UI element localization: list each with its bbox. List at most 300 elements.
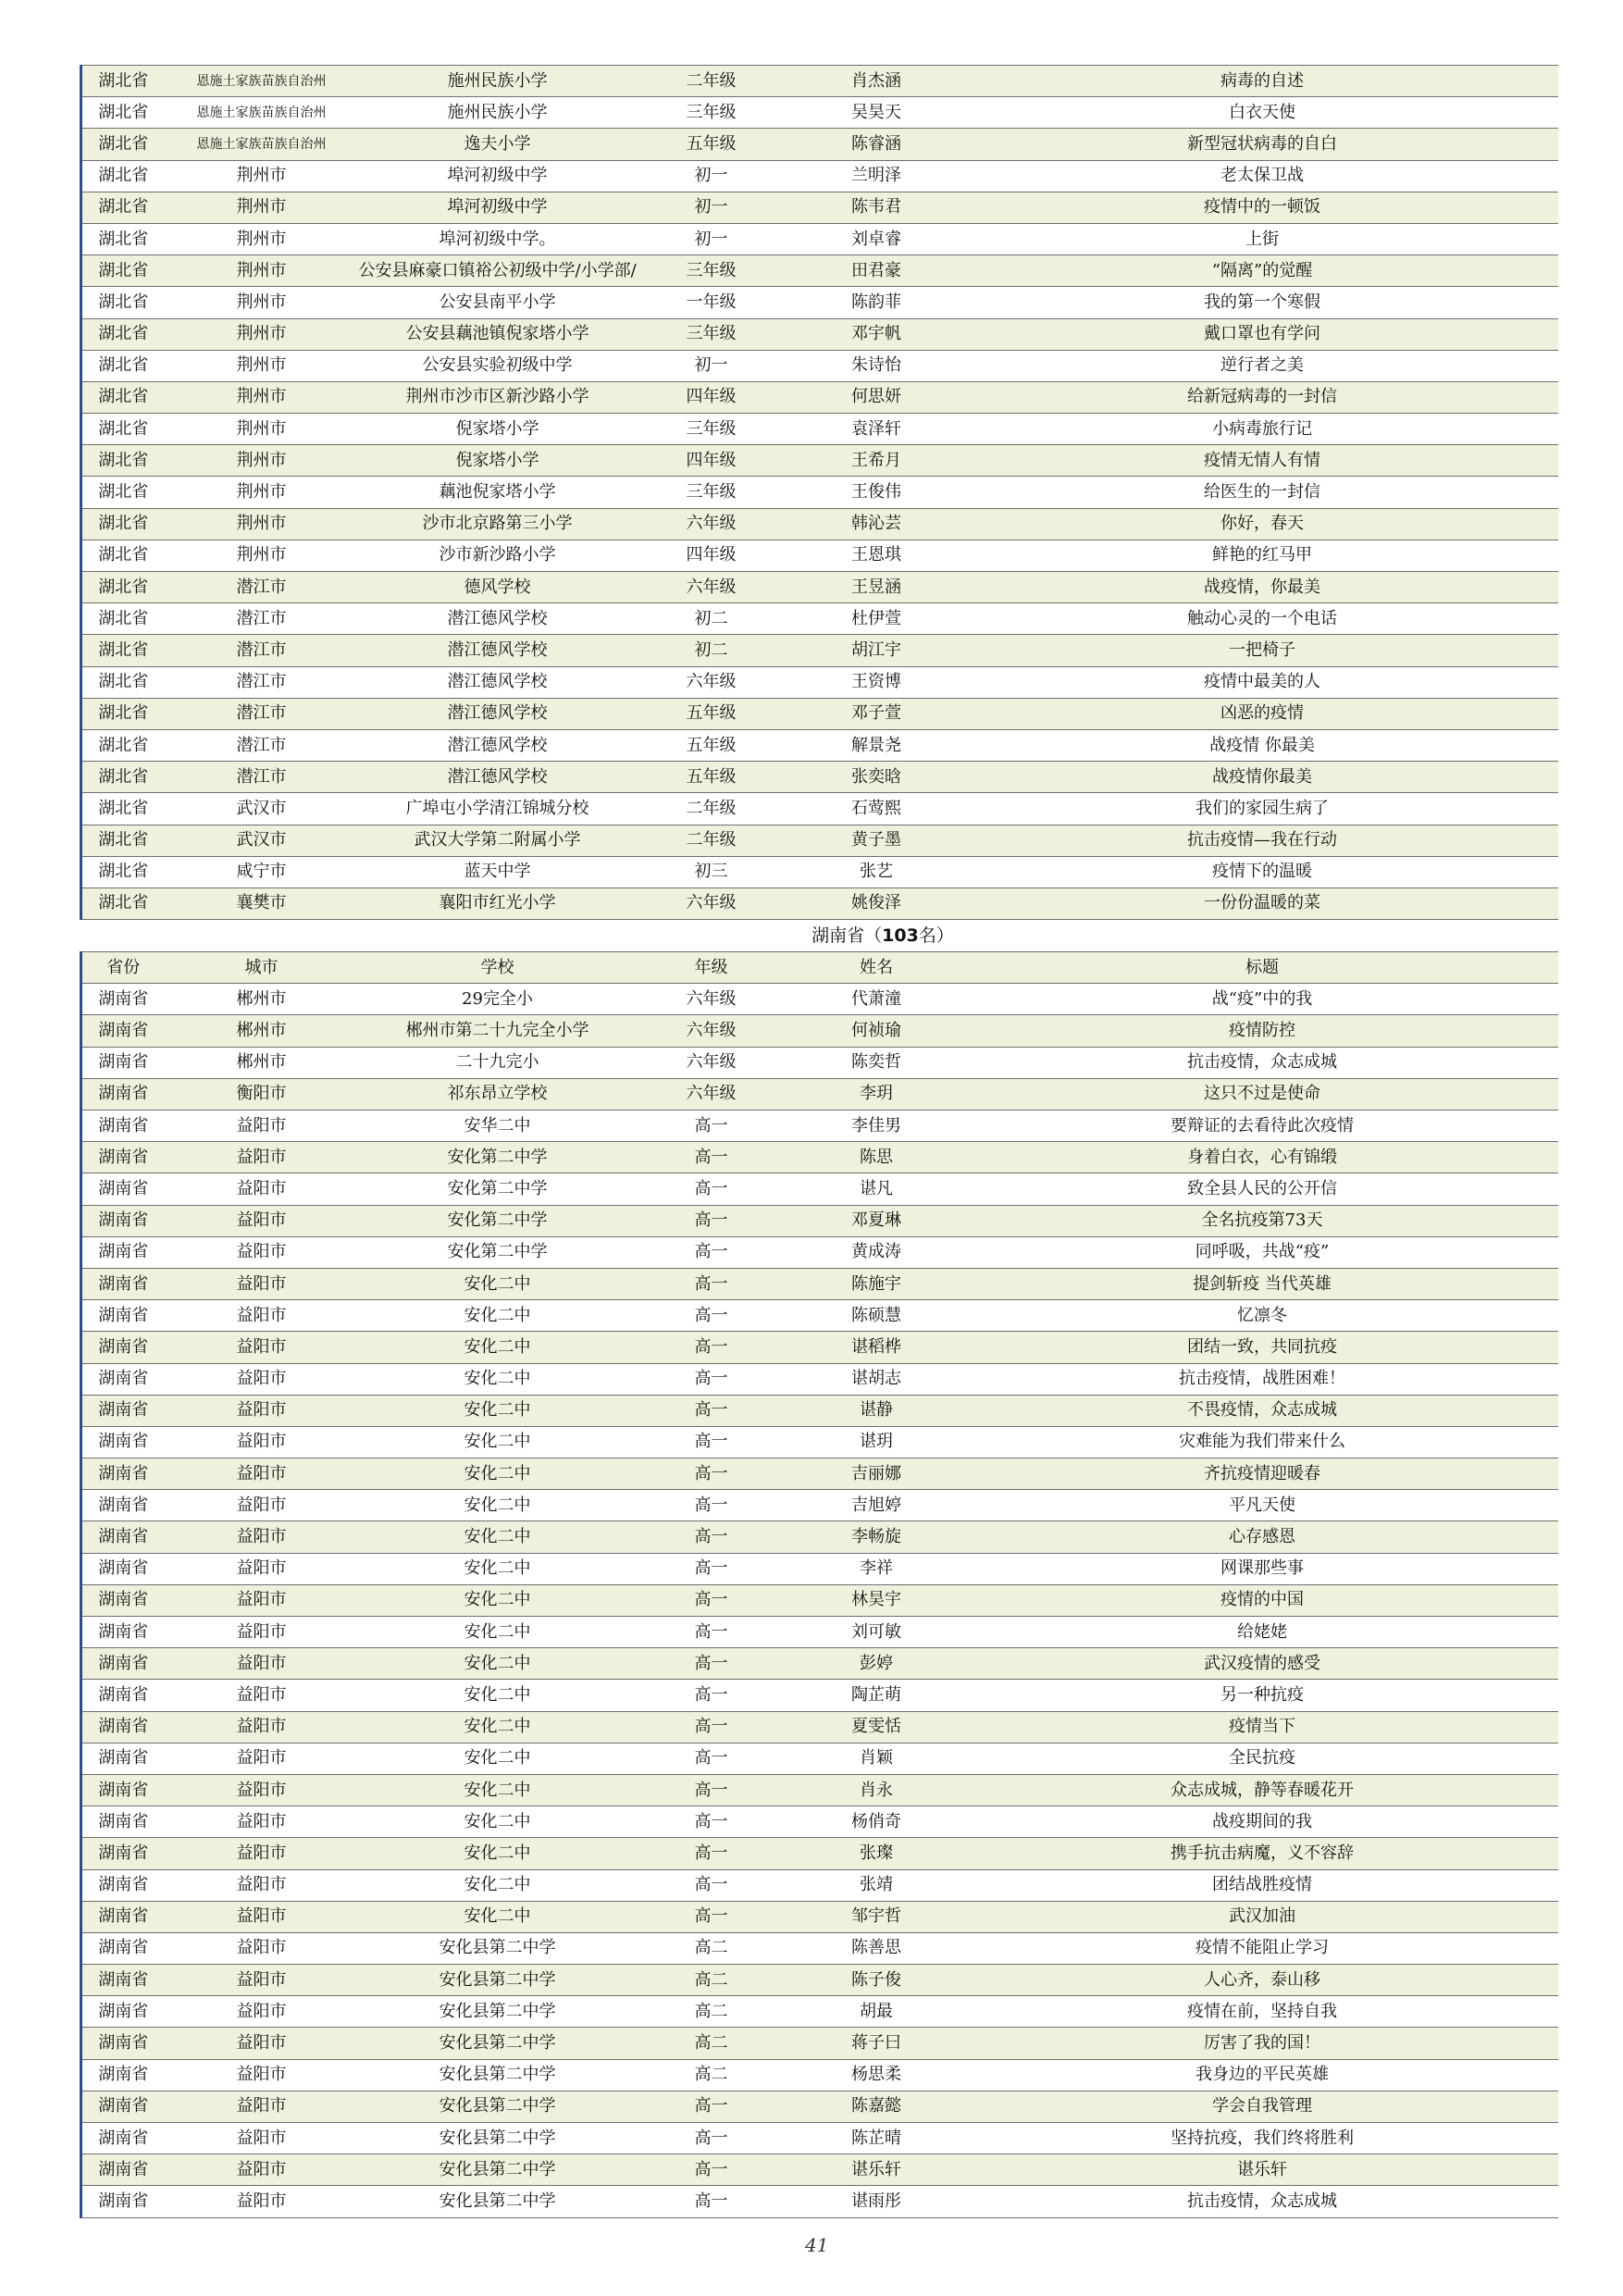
cell-grade: 高一 (637, 1395, 787, 1426)
cell-student-name: 陈奕哲 (787, 1047, 967, 1078)
cell-province: 湖北省 (81, 445, 165, 477)
cell-essay-title: 病毒的自述 (967, 66, 1558, 97)
cell-school: 安化二中 (359, 1617, 637, 1648)
table-row (81, 1774, 1558, 1806)
table-row (81, 1806, 1558, 1838)
cell-school: 公安县南平小学 (359, 287, 637, 318)
cell-school: 武汉大学第二附属小学 (359, 825, 637, 856)
cell-city: 恩施土家族苗族自治州 (165, 66, 359, 97)
cell-student-name: 杨俏奇 (787, 1806, 967, 1838)
cell-essay-title: 学会自我管理 (967, 2091, 1558, 2122)
cell-city: 益阳市 (165, 1268, 359, 1299)
cell-school: 安化二中 (359, 1395, 637, 1426)
cell-city: 益阳市 (165, 1521, 359, 1553)
cell-grade: 三年级 (637, 414, 787, 445)
cell-grade: 四年级 (637, 381, 787, 413)
cell-grade: 高一 (637, 1300, 787, 1332)
table-row (81, 540, 1558, 571)
cell-grade: 初一 (637, 160, 787, 192)
cell-province: 湖北省 (81, 318, 165, 350)
cell-student-name: 邓子萱 (787, 698, 967, 729)
table-row (81, 1458, 1558, 1490)
cell-essay-title: 致全县人民的公开信 (967, 1173, 1558, 1205)
cell-essay-title: 触动心灵的一个电话 (967, 603, 1558, 635)
cell-city: 荆州市 (165, 414, 359, 445)
cell-province: 湖南省 (81, 2186, 165, 2217)
cell-essay-title: 新型冠状病毒的自白 (967, 129, 1558, 160)
cell-province: 湖南省 (81, 1774, 165, 1806)
cell-essay-title: 疫情中最美的人 (967, 666, 1558, 698)
cell-province: 湖南省 (81, 1078, 165, 1110)
cell-city: 益阳市 (165, 1743, 359, 1774)
table-row (81, 1300, 1558, 1332)
cell-school: 安化二中 (359, 1806, 637, 1838)
table-row (81, 666, 1558, 698)
cell-essay-title: 不畏疫情，众志成城 (967, 1395, 1558, 1426)
cell-student-name: 邹宇哲 (787, 1901, 967, 1932)
cell-grade: 五年级 (637, 129, 787, 160)
cell-student-name: 刘卓睿 (787, 223, 967, 254)
table-row (81, 1680, 1558, 1711)
cell-student-name: 姚俊泽 (787, 887, 967, 919)
cell-city: 荆州市 (165, 477, 359, 508)
cell-student-name: 陈嘉懿 (787, 2091, 967, 2122)
cell-grade: 三年级 (637, 477, 787, 508)
table-row (81, 698, 1558, 729)
cell-essay-title: 战“疫”中的我 (967, 984, 1558, 1015)
cell-province: 湖南省 (81, 1711, 165, 1743)
cell-school: 潜江德风学校 (359, 762, 637, 793)
table-row (81, 192, 1558, 223)
cell-province: 湖南省 (81, 1490, 165, 1521)
cell-essay-title: 一份份温暖的菜 (967, 887, 1558, 919)
cell-city: 益阳市 (165, 1142, 359, 1173)
cell-grade: 高一 (637, 1173, 787, 1205)
cell-province: 湖南省 (81, 2091, 165, 2122)
cell-grade: 初一 (637, 350, 787, 381)
cell-school: 安化二中 (359, 1648, 637, 1680)
cell-province: 湖南省 (81, 2059, 165, 2091)
table-row (81, 1584, 1558, 1616)
cell-city: 益阳市 (165, 2028, 359, 2059)
cell-grade: 一年级 (637, 287, 787, 318)
cell-student-name: 代萧潼 (787, 984, 967, 1015)
cell-school: 广埠屯小学清江锦城分校 (359, 793, 637, 825)
cell-student-name: 吉旭婷 (787, 1490, 967, 1521)
cell-student-name: 陈善思 (787, 1932, 967, 1964)
table-row (81, 1553, 1558, 1584)
cell-student-name: 陈韦君 (787, 192, 967, 223)
cell-grade: 高一 (637, 2091, 787, 2122)
cell-province: 湖南省 (81, 1111, 165, 1142)
cell-school: 埠河初级中学 (359, 192, 637, 223)
cell-student-name: 谌雨彤 (787, 2186, 967, 2217)
cell-student-name: 黄子墨 (787, 825, 967, 856)
cell-essay-title: 平凡天使 (967, 1490, 1558, 1521)
cell-school: 郴州市第二十九完全小学 (359, 1015, 637, 1047)
table-row (81, 762, 1558, 793)
section-open: （ (864, 925, 883, 947)
hunan-section-title (80, 920, 1556, 951)
cell-grade: 二年级 (637, 825, 787, 856)
cell-province: 湖南省 (81, 2154, 165, 2186)
cell-student-name: 李祥 (787, 1553, 967, 1584)
cell-grade: 三年级 (637, 255, 787, 287)
cell-grade: 高一 (637, 1711, 787, 1743)
cell-essay-title: 白衣天使 (967, 97, 1558, 129)
cell-city: 益阳市 (165, 1426, 359, 1458)
cell-province: 湖北省 (81, 887, 165, 919)
cell-essay-title: 逆行者之美 (967, 350, 1558, 381)
cell-essay-title: 给新冠病毒的一封信 (967, 381, 1558, 413)
cell-school: 埠河初级中学。 (359, 223, 637, 254)
cell-student-name: 邓夏琳 (787, 1205, 967, 1236)
cell-grade: 高一 (637, 1838, 787, 1869)
cell-city: 益阳市 (165, 2059, 359, 2091)
cell-province: 湖南省 (81, 1996, 165, 2028)
cell-city: 荆州市 (165, 540, 359, 571)
table-row (81, 1426, 1558, 1458)
cell-school: 德风学校 (359, 572, 637, 603)
hubei-table (80, 65, 1558, 920)
cell-city: 益阳市 (165, 1363, 359, 1395)
cell-grade: 高二 (637, 2028, 787, 2059)
cell-school: 倪家塔小学 (359, 414, 637, 445)
cell-province: 湖北省 (81, 129, 165, 160)
cell-essay-title: 疫情防控 (967, 1015, 1558, 1047)
cell-student-name: 王昱涵 (787, 572, 967, 603)
cell-school: 安化二中 (359, 1711, 637, 1743)
cell-student-name: 田君豪 (787, 255, 967, 287)
cell-province: 湖南省 (81, 1680, 165, 1711)
cell-grade: 高一 (637, 1490, 787, 1521)
table-row (81, 445, 1558, 477)
cell-school: 潜江德风学校 (359, 603, 637, 635)
table-row (81, 477, 1558, 508)
cell-city: 益阳市 (165, 1300, 359, 1332)
cell-essay-title: 抗击疫情，众志成城 (967, 1047, 1558, 1078)
cell-province: 湖南省 (81, 1300, 165, 1332)
cell-grade: 高二 (637, 1965, 787, 1996)
cell-city: 潜江市 (165, 729, 359, 761)
cell-city: 益阳市 (165, 1553, 359, 1584)
cell-essay-title: 团结战胜疫情 (967, 1869, 1558, 1901)
cell-city: 恩施土家族苗族自治州 (165, 129, 359, 160)
cell-essay-title: 坚持抗疫，我们终将胜利 (967, 2123, 1558, 2154)
cell-city: 荆州市 (165, 381, 359, 413)
cell-grade: 五年级 (637, 729, 787, 761)
cell-essay-title: 武汉加油 (967, 1901, 1558, 1932)
cell-school: 安化二中 (359, 1553, 637, 1584)
cell-essay-title: “隔离”的觉醒 (967, 255, 1558, 287)
cell-school: 公安县实验初级中学 (359, 350, 637, 381)
cell-student-name: 肖杰涵 (787, 66, 967, 97)
cell-city: 益阳市 (165, 1617, 359, 1648)
table-row (81, 1015, 1558, 1047)
cell-school: 公安县藕池镇倪家塔小学 (359, 318, 637, 350)
cell-province: 湖北省 (81, 793, 165, 825)
table-row (81, 97, 1558, 129)
cell-school: 安化二中 (359, 1363, 637, 1395)
cell-city: 益阳市 (165, 1869, 359, 1901)
cell-province: 湖南省 (81, 1901, 165, 1932)
cell-essay-title: 灾难能为我们带来什么 (967, 1426, 1558, 1458)
cell-grade: 五年级 (637, 698, 787, 729)
table-row (81, 350, 1558, 381)
cell-city: 益阳市 (165, 1173, 359, 1205)
cell-province: 湖北省 (81, 255, 165, 287)
cell-school: 蓝天中学 (359, 856, 637, 887)
cell-grade: 初二 (637, 603, 787, 635)
cell-school: 安化二中 (359, 1838, 637, 1869)
cell-grade: 高一 (637, 1680, 787, 1711)
table-row (81, 1648, 1558, 1680)
cell-city: 益阳市 (165, 1774, 359, 1806)
cell-school: 沙市北京路第三小学 (359, 508, 637, 540)
cell-city: 益阳市 (165, 1205, 359, 1236)
cell-essay-title: 忆凛冬 (967, 1300, 1558, 1332)
cell-essay-title: 众志成城，静等春暖花开 (967, 1774, 1558, 1806)
table-row (81, 729, 1558, 761)
cell-essay-title: 另一种抗疫 (967, 1680, 1558, 1711)
cell-province: 湖南省 (81, 1743, 165, 1774)
cell-city: 益阳市 (165, 1838, 359, 1869)
cell-school: 潜江德风学校 (359, 635, 637, 666)
cell-grade: 六年级 (637, 572, 787, 603)
cell-school: 安化第二中学 (359, 1142, 637, 1173)
cell-province: 湖北省 (81, 762, 165, 793)
cell-student-name: 韩沁芸 (787, 508, 967, 540)
cell-city: 益阳市 (165, 1806, 359, 1838)
cell-student-name: 杜伊萱 (787, 603, 967, 635)
cell-province: 湖南省 (81, 1869, 165, 1901)
cell-city: 益阳市 (165, 1648, 359, 1680)
cell-grade: 高一 (637, 1806, 787, 1838)
cell-province: 湖南省 (81, 1965, 165, 1996)
cell-school: 安化县第二中学 (359, 1932, 637, 1964)
cell-essay-title: 团结一致，共同抗疫 (967, 1332, 1558, 1363)
cell-grade: 五年级 (637, 762, 787, 793)
table-row (81, 1268, 1558, 1299)
cell-essay-title: 武汉疫情的感受 (967, 1648, 1558, 1680)
cell-student-name: 谌玥 (787, 1426, 967, 1458)
cell-student-name: 张艺 (787, 856, 967, 887)
cell-city: 武汉市 (165, 825, 359, 856)
cell-city: 潜江市 (165, 635, 359, 666)
cell-school: 29完全小 (359, 984, 637, 1015)
cell-student-name: 胡最 (787, 1996, 967, 2028)
cell-school: 倪家塔小学 (359, 445, 637, 477)
cell-student-name: 彭婷 (787, 1648, 967, 1680)
cell-essay-title: 网课那些事 (967, 1553, 1558, 1584)
cell-essay-title: 全民抗疫 (967, 1743, 1558, 1774)
header-city: 城市 (165, 952, 359, 984)
cell-grade: 高一 (637, 1743, 787, 1774)
cell-grade: 高一 (637, 1426, 787, 1458)
cell-essay-title: 老太保卫战 (967, 160, 1558, 192)
table-row (81, 2154, 1558, 2186)
cell-school: 公安县麻豪口镇裕公初级中学/小学部/ (359, 255, 637, 287)
cell-essay-title: 疫情在前，坚持自我 (967, 1996, 1558, 2028)
cell-province: 湖北省 (81, 856, 165, 887)
cell-province: 湖北省 (81, 350, 165, 381)
cell-city: 荆州市 (165, 350, 359, 381)
cell-essay-title: 抗击疫情，战胜困难！ (967, 1363, 1558, 1395)
cell-grade: 高二 (637, 1996, 787, 2028)
table-row (81, 1901, 1558, 1932)
table-row (81, 1142, 1558, 1173)
table-row (81, 255, 1558, 287)
cell-province: 湖南省 (81, 1426, 165, 1458)
cell-student-name: 张璨 (787, 1838, 967, 1869)
cell-city: 荆州市 (165, 445, 359, 477)
cell-school: 潜江德风学校 (359, 729, 637, 761)
cell-province: 湖南省 (81, 1173, 165, 1205)
cell-essay-title: 一把椅子 (967, 635, 1558, 666)
cell-province: 湖北省 (81, 223, 165, 254)
cell-school: 埠河初级中学 (359, 160, 637, 192)
cell-grade: 高一 (637, 1363, 787, 1395)
cell-city: 益阳市 (165, 1965, 359, 1996)
cell-essay-title: 人心齐，泰山移 (967, 1965, 1558, 1996)
table-row (81, 1838, 1558, 1869)
cell-essay-title: 给医生的一封信 (967, 477, 1558, 508)
cell-city: 襄樊市 (165, 887, 359, 919)
cell-province: 湖北省 (81, 66, 165, 97)
cell-city: 益阳市 (165, 1236, 359, 1268)
table-row (81, 635, 1558, 666)
cell-essay-title: 我们的家园生病了 (967, 793, 1558, 825)
cell-city: 潜江市 (165, 572, 359, 603)
cell-province: 湖南省 (81, 1584, 165, 1616)
table-row (81, 414, 1558, 445)
cell-grade: 高一 (637, 1648, 787, 1680)
table-row (81, 129, 1558, 160)
cell-grade: 高二 (637, 2059, 787, 2091)
cell-province: 湖南省 (81, 1332, 165, 1363)
cell-province: 湖南省 (81, 1838, 165, 1869)
table-row (81, 603, 1558, 635)
cell-city: 荆州市 (165, 223, 359, 254)
cell-province: 湖北省 (81, 287, 165, 318)
cell-grade: 三年级 (637, 97, 787, 129)
cell-essay-title: 这只不过是使命 (967, 1078, 1558, 1110)
cell-province: 湖南省 (81, 1458, 165, 1490)
cell-city: 益阳市 (165, 1111, 359, 1142)
cell-grade: 高一 (637, 1553, 787, 1584)
cell-city: 荆州市 (165, 318, 359, 350)
table-row (81, 1363, 1558, 1395)
cell-grade: 六年级 (637, 984, 787, 1015)
header-grade: 年级 (637, 952, 787, 984)
table-row (81, 1395, 1558, 1426)
cell-student-name: 杨思柔 (787, 2059, 967, 2091)
cell-essay-title: 战疫期间的我 (967, 1806, 1558, 1838)
cell-school: 祁东昂立学校 (359, 1078, 637, 1110)
table-row (81, 1521, 1558, 1553)
table-row (81, 1743, 1558, 1774)
table-row (81, 287, 1558, 318)
hunan-table-body (81, 984, 1558, 2217)
cell-city: 益阳市 (165, 1458, 359, 1490)
cell-student-name: 李玥 (787, 1078, 967, 1110)
cell-school: 安化二中 (359, 1458, 637, 1490)
table-row (81, 2123, 1558, 2154)
cell-grade: 六年级 (637, 1078, 787, 1110)
header-province: 省份 (81, 952, 165, 984)
cell-city: 益阳市 (165, 2186, 359, 2217)
cell-province: 湖南省 (81, 1363, 165, 1395)
cell-school: 安化县第二中学 (359, 1965, 637, 1996)
cell-province: 湖北省 (81, 729, 165, 761)
cell-student-name: 何思妍 (787, 381, 967, 413)
cell-province: 湖南省 (81, 1047, 165, 1078)
cell-province: 湖南省 (81, 1268, 165, 1299)
cell-city: 郴州市 (165, 1047, 359, 1078)
cell-school: 安化县第二中学 (359, 2059, 637, 2091)
cell-student-name: 张靖 (787, 1869, 967, 1901)
cell-province: 湖北省 (81, 381, 165, 413)
cell-city: 荆州市 (165, 508, 359, 540)
cell-essay-title: 鲜艳的红马甲 (967, 540, 1558, 571)
cell-grade: 高二 (637, 1932, 787, 1964)
cell-student-name: 蒋子曰 (787, 2028, 967, 2059)
cell-student-name: 邓宇帆 (787, 318, 967, 350)
cell-school: 安华二中 (359, 1111, 637, 1142)
table-row (81, 1490, 1558, 1521)
cell-essay-title: 厉害了我的国！ (967, 2028, 1558, 2059)
cell-city: 益阳市 (165, 2123, 359, 2154)
cell-grade: 高一 (637, 1332, 787, 1363)
cell-student-name: 王资博 (787, 666, 967, 698)
cell-school: 二十九完小 (359, 1047, 637, 1078)
cell-student-name: 胡江宇 (787, 635, 967, 666)
cell-city: 武汉市 (165, 793, 359, 825)
cell-student-name: 朱诗怡 (787, 350, 967, 381)
cell-city: 潜江市 (165, 603, 359, 635)
cell-essay-title: 提剑斩疫 当代英雄 (967, 1268, 1558, 1299)
table-row (81, 1111, 1558, 1142)
cell-essay-title: 疫情的中国 (967, 1584, 1558, 1616)
cell-grade: 高一 (637, 1111, 787, 1142)
cell-city: 荆州市 (165, 192, 359, 223)
cell-essay-title: 身着白衣，心有锦缎 (967, 1142, 1558, 1173)
cell-province: 湖北省 (81, 97, 165, 129)
cell-grade: 四年级 (637, 445, 787, 477)
cell-essay-title: 上街 (967, 223, 1558, 254)
cell-student-name: 陈睿涵 (787, 129, 967, 160)
cell-city: 益阳市 (165, 2091, 359, 2122)
cell-grade: 三年级 (637, 318, 787, 350)
cell-school: 安化县第二中学 (359, 1996, 637, 2028)
cell-province: 湖南省 (81, 1617, 165, 1648)
cell-grade: 二年级 (637, 793, 787, 825)
table-row (81, 1205, 1558, 1236)
cell-province: 湖南省 (81, 1521, 165, 1553)
cell-school: 安化二中 (359, 1332, 637, 1363)
cell-essay-title: 给姥姥 (967, 1617, 1558, 1648)
table-row (81, 825, 1558, 856)
cell-student-name: 黄成涛 (787, 1236, 967, 1268)
cell-province: 湖南省 (81, 1015, 165, 1047)
cell-grade: 高一 (637, 2186, 787, 2217)
cell-student-name: 肖永 (787, 1774, 967, 1806)
cell-school: 安化二中 (359, 1743, 637, 1774)
cell-essay-title: 战疫情，你最美 (967, 572, 1558, 603)
table-row (81, 1932, 1558, 1964)
cell-essay-title: 疫情当下 (967, 1711, 1558, 1743)
cell-essay-title: 我身边的平民英雄 (967, 2059, 1558, 2091)
